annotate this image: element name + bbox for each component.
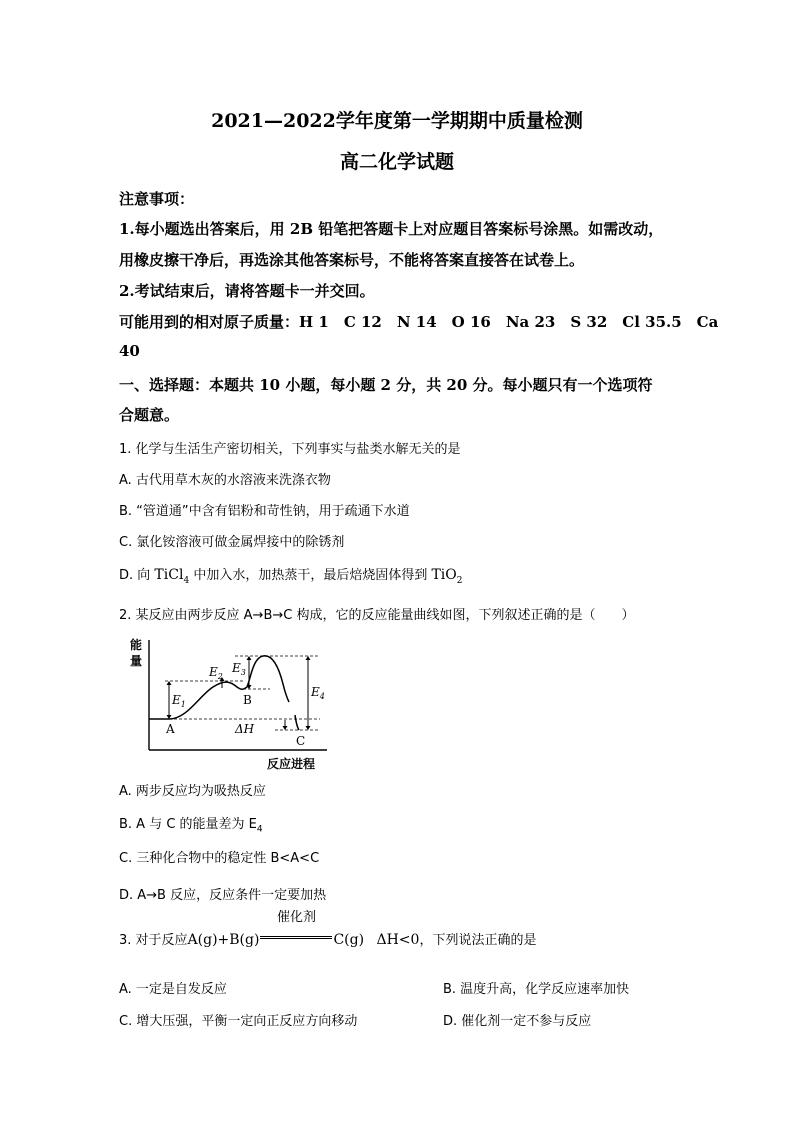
note-1-line-b: 用橡皮擦干净后，再选涂其他答案标号，不能将答案直接答在试卷上。	[119, 251, 585, 269]
q2-option-b	[119, 813, 263, 835]
q1-d-formula-2	[431, 567, 463, 586]
e4-arrowhead-bottom	[306, 726, 311, 730]
atomic-masses-line-b: 40	[119, 342, 140, 360]
q1-stem: 1. 化学与生活生产密切相关，下列事实与盐类水解无关的是	[119, 442, 461, 457]
e1-arrowhead-top	[167, 681, 172, 685]
point-a-label: A	[166, 722, 175, 736]
q1-d-middle: 中加入水，加热蒸干，最后焙烧固体得到	[193, 568, 428, 583]
q2-option-c: C. 三种化合物中的稳定性 B<A<C	[119, 851, 320, 866]
point-b-label: B	[243, 693, 252, 707]
q3-option-d: D. 催化剂一定不参与反应	[443, 1014, 592, 1029]
e1-label-text: E	[172, 693, 181, 707]
section-1-heading-a: 一、选择题：本题共 10 小题，每小题 2 分，共 20 分。每小题只有一个选项符	[119, 376, 653, 394]
q1-d-formula-1-sub: 4	[183, 575, 190, 586]
y-axis-label-2: 量	[130, 654, 143, 668]
e2-label-text: E	[209, 665, 218, 679]
point-c-label: C	[296, 734, 306, 748]
q1-d-prefix: D. 向	[119, 568, 151, 583]
q3-reactants: A(g)+B(g)	[187, 932, 260, 948]
e3-label-text: E	[232, 661, 241, 675]
q3-equilibrium-line	[260, 936, 332, 939]
note-1-line-a: 1.每小题选出答案后，用 2B 铅笔把答题卡上对应题目答案标号涂黑。如需改动，	[119, 220, 664, 238]
e4-label	[310, 685, 325, 701]
dh-label: ΔH	[235, 722, 255, 736]
q1-option-a: A. 古代用草木灰的水溶液来洗涤衣物	[119, 473, 331, 488]
exam-subtitle: 高二化学试题	[339, 151, 454, 173]
q3-stem-prefix: 3. 对于反应	[119, 933, 188, 948]
atomic-masses-line-a: 可能用到的相对原子质量：H 1 C 12 N 14 O 16 Na 23 S 32 Cl 35.5 Ca	[119, 313, 719, 331]
e3-arrowhead-top	[247, 656, 252, 660]
q2-option-b-sub: 4	[256, 824, 263, 835]
q2-option-b-text: B. A 与 C 的能量差为 E	[119, 817, 257, 832]
q3-option-c: C. 增大压强，平衡一定向正反应方向移动	[119, 1014, 358, 1029]
e2-label	[208, 665, 223, 681]
note-2: 2.考试结束后，请将答题卡一并交回。	[119, 282, 375, 300]
q1-d-formula-1	[154, 567, 190, 586]
y-axis-label-1: 能	[130, 638, 143, 652]
q2-option-a: A. 两步反应均为吸热反应	[119, 784, 266, 799]
x-axis-label: 反应进程	[267, 757, 316, 771]
e4-arrowhead-top	[306, 656, 311, 660]
e4-label-text: E	[311, 685, 320, 699]
q2-stem: 2. 某反应由两步反应 A→B→C 构成，它的反应能量曲线如图，下列叙述正确的是（ ）	[119, 608, 635, 623]
q3-stem	[119, 910, 537, 948]
q3-product: C(g)	[333, 932, 365, 948]
q1-d-formula-2-text: TiO	[431, 567, 457, 583]
energy-curve-main	[149, 656, 289, 719]
e1-label	[171, 693, 186, 709]
e2-label-sub: 2	[217, 672, 223, 681]
q3-stem-suffix: ，下列说法正确的是	[419, 933, 537, 948]
q3-option-a: A. 一定是自发反应	[119, 982, 227, 997]
section-1-heading-b: 合题意。	[119, 406, 180, 424]
e4-label-sub: 4	[319, 692, 325, 701]
q3-catalyst-arrow	[260, 910, 332, 944]
energy-curve-tail	[295, 715, 299, 730]
notes-heading: 注意事项：	[119, 190, 195, 208]
q1-d-formula-1-text: TiCl	[154, 567, 184, 583]
q1-option-c: C. 氯化铵溶液可做金属焊接中的除锈剂	[119, 535, 345, 550]
q2-option-d: D. A→B 反应，反应条件一定要加热	[119, 888, 327, 903]
q1-option-b: B. “管道通”中含有铝粉和苛性钠，用于疏通下水道	[119, 504, 410, 519]
q3-catalyst-label: 催化剂	[276, 910, 316, 925]
q1-option-d	[119, 564, 463, 586]
q3-dh: ΔH<0	[376, 932, 420, 948]
q1-d-formula-2-sub: 2	[456, 575, 463, 586]
energy-diagram	[125, 632, 335, 774]
e3-label	[231, 661, 246, 677]
e1-label-sub: 1	[180, 700, 186, 709]
e3-label-sub: 3	[240, 668, 246, 677]
dh-arrowhead	[283, 726, 288, 730]
exam-title: 2021—2022学年度第一学期期中质量检测	[211, 110, 583, 132]
q3-option-b: B. 温度升高，化学反应速率加快	[443, 982, 630, 997]
